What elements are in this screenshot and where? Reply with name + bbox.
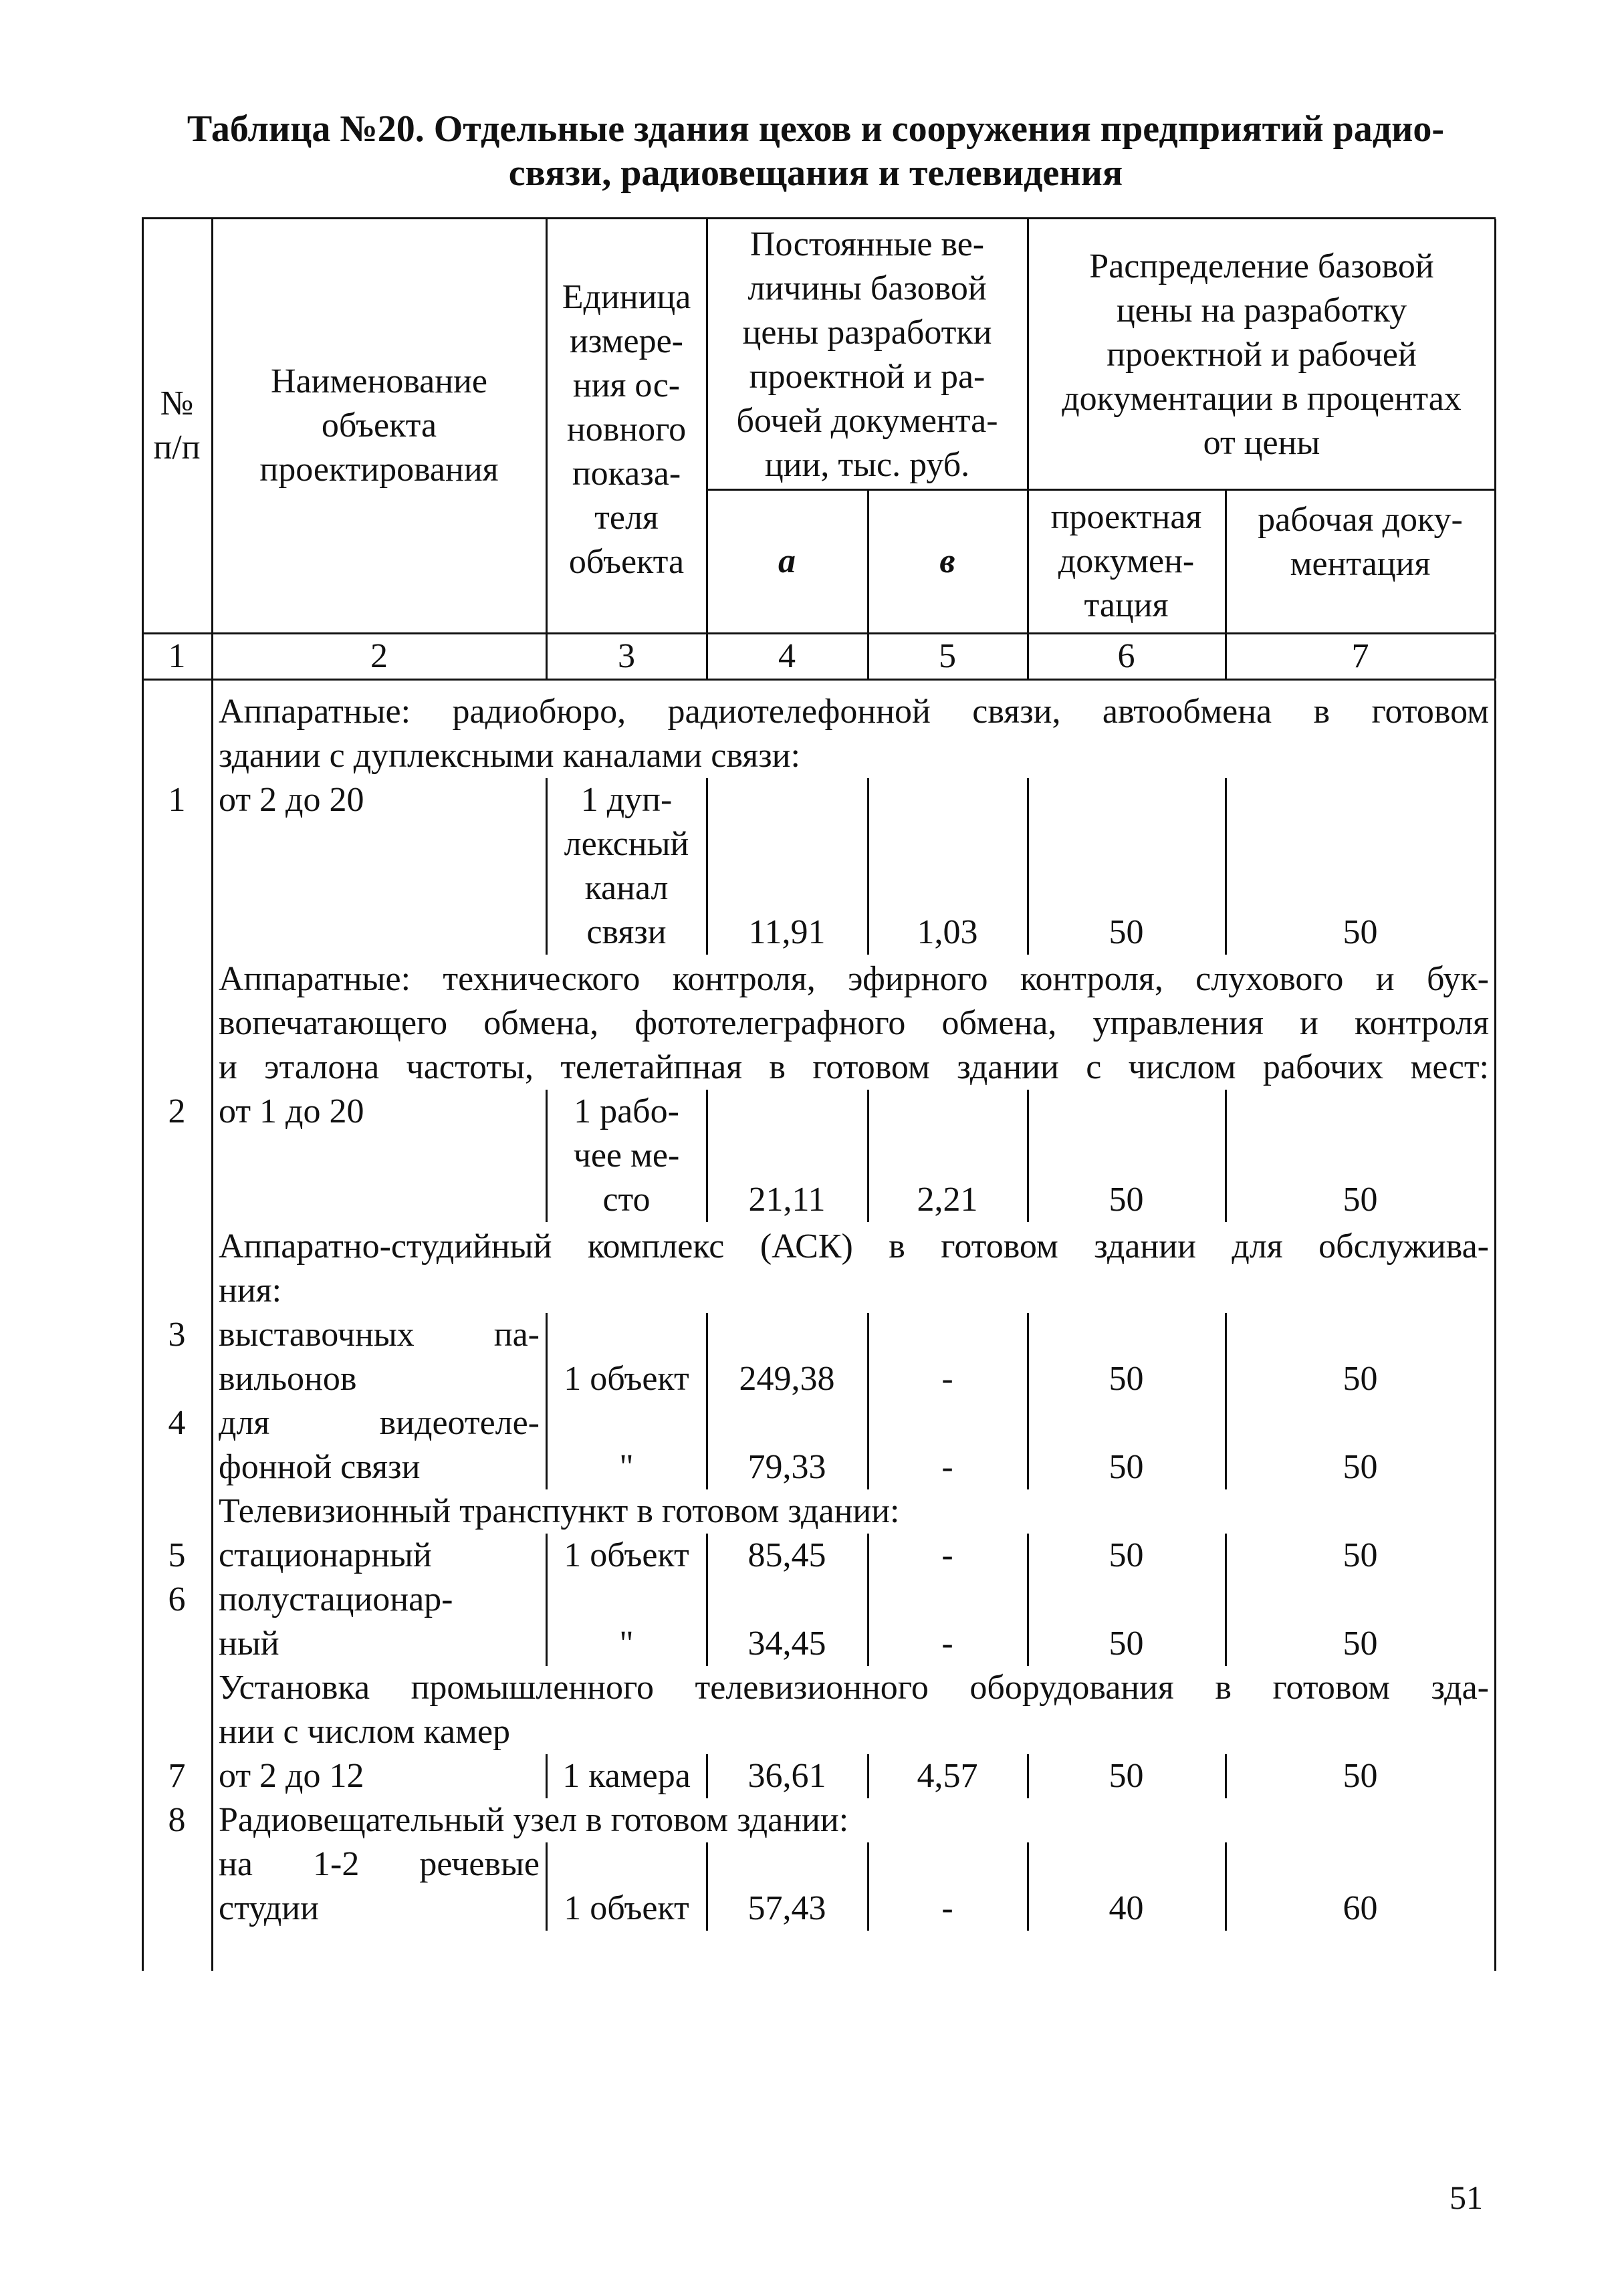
header-col-4: а [778,541,796,580]
row-3-proj: 50 [1109,1360,1144,1398]
row-8-name-line-2: студии [219,1889,319,1927]
row-7-unit: 1 камера [562,1757,691,1795]
row-2-work: 50 [1343,1181,1378,1219]
colnum-3: 3 [618,637,635,675]
row-1-proj: 50 [1109,913,1144,951]
row-5-work: 50 [1343,1536,1378,1574]
row-8-work: 60 [1343,1889,1378,1927]
row-1-name: от 2 до 20 [219,781,364,819]
section-2-line-1: Аппаратные: технического контроля, эфирного контроля, слухового и бук- [219,960,1489,998]
row-3-a: 249,38 [739,1360,835,1398]
section-2-line-3: и эталона частоты, телетайпная в готовом здании с числом рабочих мест: [219,1048,1489,1086]
row-2-name: от 1 до 20 [219,1092,364,1130]
colnum-2: 2 [370,637,388,675]
row-1-no: 1 [168,781,186,819]
row-3-work: 50 [1343,1360,1378,1398]
row-1-b: 1,03 [917,913,978,951]
section-7-line-2: нии с числом камер [219,1713,511,1751]
header-col-7: рабочая доку-ментация [1258,501,1463,583]
colnum-6: 6 [1117,637,1135,675]
row-5-b: - [941,1536,953,1574]
header-col-1: № п/п [153,384,201,467]
row-4-proj: 50 [1109,1448,1144,1486]
row-8-b: - [941,1889,953,1927]
row-3-b: - [941,1360,953,1398]
section-2-line-2: вопечатающего обмена, фототелеграфного обмена, управления и контроля [219,1004,1489,1042]
row-1-a: 11,91 [748,913,826,951]
row-2-proj: 50 [1109,1181,1144,1219]
row-8-name-line-1: на 1-2 речевые [219,1845,540,1883]
section-3-line-1: Аппаратно-студийный комплекс (АСК) в готовом здании для обслужива- [219,1227,1489,1265]
colnum-7: 7 [1351,637,1369,675]
section-1-line-1: Аппаратные: радиобюро, радиотелефонной связи, автообмена в готовом [219,693,1489,731]
row-7-no: 7 [168,1757,186,1795]
row-4-name-line-2: фонной связи [219,1448,421,1486]
row-4-name-line-1: для видеотеле- [219,1404,540,1442]
header-col-2: Наименование объекта проектирования [259,362,499,489]
section-3-line-2: ния: [219,1272,282,1310]
row-4-no: 4 [168,1404,186,1442]
header-col-6: проектная докумен-тация [1050,497,1202,624]
row-8-proj: 40 [1109,1889,1144,1927]
row-7-proj: 50 [1109,1757,1144,1795]
row-4-work: 50 [1343,1448,1378,1486]
table-body [142,681,1496,1971]
section-5-line: Телевизионный транспункт в готовом здании: [219,1492,900,1530]
row-5-proj: 50 [1109,1536,1144,1574]
colnum-1: 1 [168,637,186,675]
table-header [142,217,1496,632]
table-title [134,107,1498,195]
row-6-a: 34,45 [747,1624,826,1663]
row-5-no: 5 [168,1536,186,1574]
header-col-3: Единица измере-ния ос-новного показа-теля объекта [562,278,691,581]
row-3-unit: 1 объект [564,1360,689,1398]
row-4-a: 79,33 [747,1448,826,1486]
row-2-a: 21,11 [748,1181,826,1219]
section-8-line: Радиовещательный узел в готовом здании: [219,1801,849,1839]
title-line-2: связи, радиовещания и телевидения [508,152,1123,194]
row-1-work: 50 [1343,913,1378,951]
data-table [142,217,1496,1971]
row-7-name: от 2 до 12 [219,1757,364,1795]
row-7-b: 4,57 [917,1757,978,1795]
row-6-name-line-2: ный [219,1624,279,1663]
header-col-6-7: Распределение базовой цены на разработку проектной и рабочей документации в процентах от цены [1062,247,1462,462]
row-3-name-line-2: вильонов [219,1360,357,1398]
row-6-name-line-1: полустационар- [219,1580,453,1618]
header-col-5: в [939,541,955,580]
row-5-name: стационарный [219,1536,432,1574]
row-5-a: 85,45 [747,1536,826,1574]
header-col-4-5: Постоянные ве-личины базовой цены разработки проектной и ра-бочей документа-ции, тыс. руб. [736,225,998,484]
row-6-proj: 50 [1109,1624,1144,1663]
colnum-4: 4 [778,637,796,675]
row-6-no: 6 [168,1580,186,1618]
row-3-no: 3 [168,1316,186,1354]
row-2-no: 2 [168,1092,186,1130]
colnum-5: 5 [939,637,956,675]
column-numbers-row [142,632,1496,681]
row-2-unit: 1 рабо- чее ме- сто [573,1092,680,1219]
row-6-b: - [941,1624,953,1663]
row-6-unit: " [619,1624,634,1663]
row-6-work: 50 [1343,1624,1378,1663]
row-4-b: - [941,1448,953,1486]
row-4-unit: " [619,1448,634,1486]
row-8-no: 8 [168,1801,186,1839]
row-8-unit: 1 объект [564,1889,689,1927]
row-7-a: 36,61 [747,1757,826,1795]
section-7-line-1: Установка промышленного телевизионного оборудования в готовом зда- [219,1669,1489,1707]
section-1-line-2: здании с дуплексными каналами связи: [219,737,800,775]
row-3-name-line-1: выставочных па- [219,1316,540,1354]
row-7-work: 50 [1343,1757,1378,1795]
row-1-unit: 1 дуп- лексный канал связи [564,781,689,951]
row-5-unit: 1 объект [564,1536,689,1574]
title-line-1: Таблица №20. Отдельные здания цехов и сооружения предприятий радио- [187,108,1445,150]
row-8-a: 57,43 [747,1889,826,1927]
row-2-b: 2,21 [917,1181,978,1219]
page-number: 51 [1449,2179,1483,2216]
